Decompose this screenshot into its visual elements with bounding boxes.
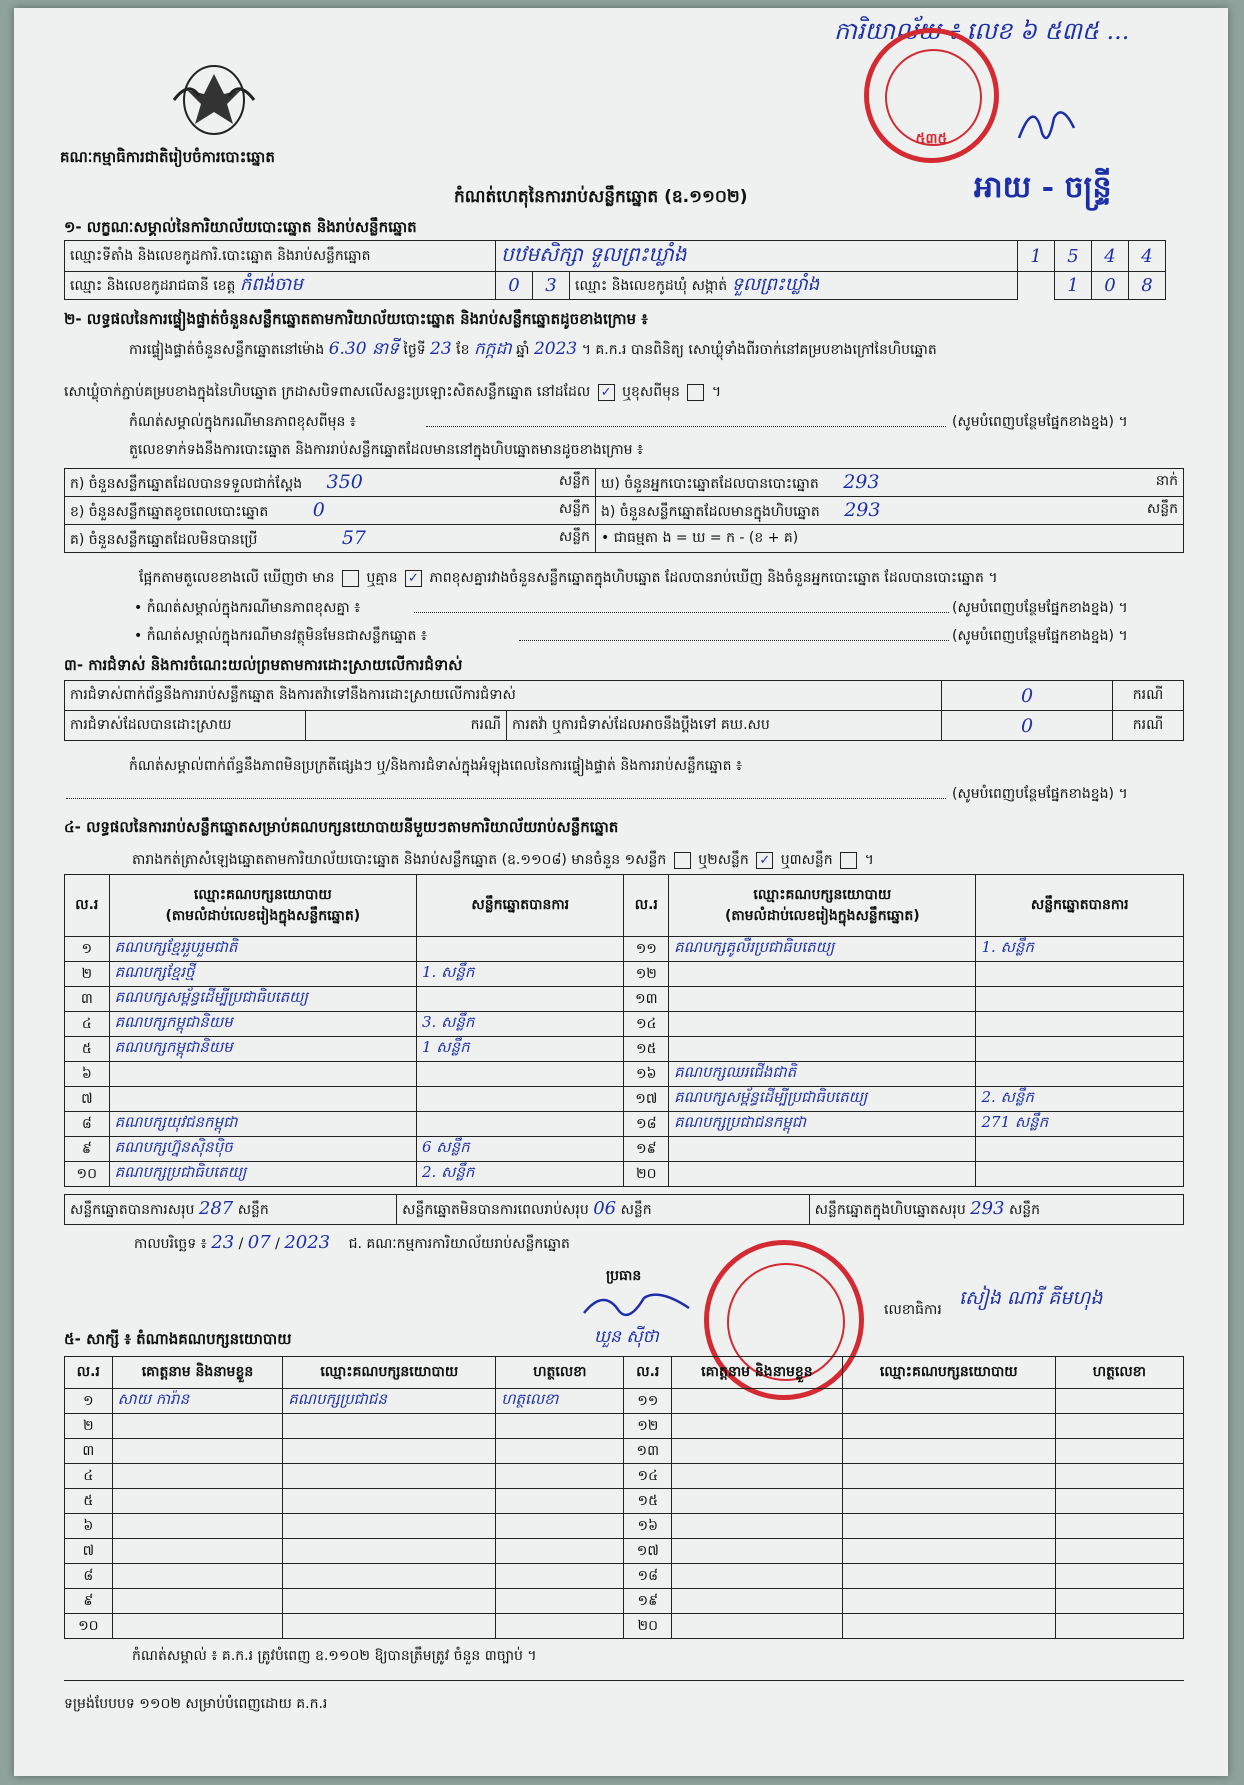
- witness-signature: [496, 1439, 624, 1464]
- witness-party: [283, 1589, 496, 1614]
- vote-row: [65, 962, 1184, 987]
- section2-para2: សោឃ្លុំចាក់ភ្ជាប់គម្របខាងក្នុងនៃហិបឆ្នោត ក្រដាសបិទពាសលើសន្លះប្រឡោះសិតសន្លឹកឆ្នោត នៅដដែល ✓ ឬខុសពីមុន ។: [64, 384, 722, 400]
- vote-count: 2. សន្លឹក: [976, 1087, 1184, 1112]
- vote-count: [976, 1037, 1184, 1062]
- witness-signature: [1055, 1439, 1183, 1464]
- witness-party: [842, 1439, 1055, 1464]
- province-value: កំពង់ចាម: [239, 274, 303, 295]
- vote-party: គណបក្សគូលឺរប្រជាធិបតេយ្យ: [669, 937, 976, 962]
- vote-no: ១: [65, 937, 110, 962]
- time-value: 6.30 នាទី: [328, 339, 399, 359]
- witness-party: [283, 1489, 496, 1514]
- witness-no: ៣: [65, 1439, 113, 1464]
- secretary-name: សៀង ណារី គីមហុង: [959, 1287, 1103, 1309]
- witness-name: [672, 1464, 843, 1489]
- vote-party: គណបក្សយុវជនកម្ពុជា: [109, 1112, 416, 1137]
- month-value: កក្កដា: [473, 339, 512, 359]
- vote-row: [65, 1012, 1184, 1037]
- witness-name: [672, 1589, 843, 1614]
- vote-row: [65, 1087, 1184, 1112]
- witness-party: [842, 1564, 1055, 1589]
- total-invalid: សន្លឹកឆ្នោតមិនបានការពេលរាប់សរុប 06 សន្លឹក: [397, 1195, 809, 1225]
- signature-top-icon: [1014, 98, 1084, 153]
- two-sheet-checkbox[interactable]: ✓: [756, 852, 773, 869]
- three-sheet-checkbox[interactable]: [840, 852, 857, 869]
- vote-count: 271 សន្លឹក: [976, 1112, 1184, 1137]
- vote-party: គណបក្សសម្ព័ន្ធដើម្បីប្រជាធិបតេយ្យ: [669, 1087, 976, 1112]
- location-code-2: 5: [1055, 241, 1092, 272]
- name-handwritten-note: អាយ - ចន្ទ្រី: [974, 170, 1112, 205]
- witness-name: [112, 1464, 283, 1489]
- witness-signature: [496, 1464, 624, 1489]
- vote-count: [976, 1012, 1184, 1037]
- vote-party: [669, 1137, 976, 1162]
- objection-row2-label: ការជំទាស់ដែលបានដោះស្រាយ: [65, 711, 306, 741]
- vote-count: [417, 937, 624, 962]
- witness-no: ២០: [624, 1614, 672, 1639]
- vote-no: ១៥: [624, 1037, 669, 1062]
- vote-no: ១៨: [624, 1112, 669, 1137]
- witness-row: [65, 1414, 1184, 1439]
- figure-d-value: 293: [843, 470, 880, 493]
- witness-row: [65, 1589, 1184, 1614]
- chair-name: ឃួន ស៊ីថា: [594, 1327, 659, 1347]
- witness-signature: [496, 1539, 624, 1564]
- note1-label: កំណត់សម្គាល់ក្នុងករណីមានភាពខុសពីមុន ៖: [129, 414, 356, 430]
- vote-no: ១៧: [624, 1087, 669, 1112]
- commune-value: ទួលព្រះឃ្លាំង: [731, 274, 820, 295]
- witness-name: [672, 1614, 843, 1639]
- witness-row: [65, 1464, 1184, 1489]
- witness-party: [842, 1464, 1055, 1489]
- witness-no: ៥: [65, 1489, 113, 1514]
- witness-name: [112, 1589, 283, 1614]
- vote-count: [417, 1087, 624, 1112]
- form-title: កំណត់ហេតុនៃការរាប់សន្លឹកឆ្នោត (ឧ.១១០២): [454, 187, 748, 207]
- witness-party: [842, 1389, 1055, 1414]
- witness-row: [65, 1614, 1184, 1639]
- witness-name: [672, 1564, 843, 1589]
- vote-row: [65, 1162, 1184, 1187]
- province-label: ឈ្មោះ និងលេខកូដរាជធានី ខេត្ត កំពង់ចាម: [65, 272, 496, 300]
- witness-name: សាយ ការ៉ាន: [112, 1389, 283, 1414]
- witness-signature: [1055, 1414, 1183, 1439]
- vote-count: [417, 1112, 624, 1137]
- witness-no: ២: [65, 1414, 113, 1439]
- total-valid-value: 287: [198, 1198, 234, 1219]
- witness-name: [672, 1489, 843, 1514]
- witness-row: [65, 1439, 1184, 1464]
- witness-no: ១៣: [624, 1439, 672, 1464]
- date-line: កាលបរិច្ឆេទ ៖ 23 / 07 / 2023 ជ. គណៈកម្មការការិយាល័យរាប់សន្លឹកឆ្នោត: [134, 1232, 570, 1253]
- fill-hint-2: (សូមបំពេញបន្ថែមផ្នែកខាងខ្នង) ។: [952, 600, 1128, 616]
- figure-a-value: 350: [326, 470, 363, 493]
- vote-party: [669, 1012, 976, 1037]
- vote-no: ១៩: [624, 1137, 669, 1162]
- objection-row1-value: 0: [942, 681, 1113, 711]
- witness-no: ១០: [65, 1614, 113, 1639]
- witness-signature: ហត្ថលេខា: [496, 1389, 624, 1414]
- figure-d: ឃ) ចំនួនអ្នកបោះឆ្នោតដែលបានបោះឆ្នោត 293 នាក់: [596, 469, 1184, 497]
- commune-cell: ឈ្មោះ និងលេខកូដឃុំ សង្កាត់ ទួលព្រះឃ្លាំង: [570, 272, 1018, 300]
- objection-row2-mid: ការតវ៉ា ឬការជំទាស់ដែលអាចនឹងប្តឹងទៅ គឃ.សប: [507, 711, 942, 741]
- witness-party: [283, 1614, 496, 1639]
- location-label: ឈ្មោះទីតាំង និងលេខកូដការិ.បោះឆ្នោត និងរាប់សន្លឹកឆ្នោត: [65, 241, 496, 272]
- location-code-4: 4: [1129, 241, 1166, 272]
- vote-party: [109, 1062, 416, 1087]
- witness-no: ១៤: [624, 1464, 672, 1489]
- vote-no: ៨: [65, 1112, 110, 1137]
- vote-party: គណបក្សកម្ពុជានិយម: [109, 1012, 416, 1037]
- vote-party: គណបក្សប្រជាធិបតេយ្យ: [109, 1162, 416, 1187]
- witness-name: [672, 1539, 843, 1564]
- vote-no: ១៦: [624, 1062, 669, 1087]
- witness-party: [283, 1414, 496, 1439]
- note2-label: • កំណត់សម្គាល់ក្នុងករណីមានភាពខុសគ្នា ៖: [134, 600, 361, 616]
- witness-name: [112, 1564, 283, 1589]
- same-checkbox[interactable]: ✓: [598, 384, 615, 401]
- witness-signature: [1055, 1564, 1183, 1589]
- witness-party: [842, 1614, 1055, 1639]
- vote-row: [65, 1062, 1184, 1087]
- province-code-1: 0: [496, 272, 533, 300]
- witness-no: ១៥: [624, 1489, 672, 1514]
- witness-signature: [496, 1589, 624, 1614]
- witness-signature: [1055, 1389, 1183, 1414]
- witness-name: [672, 1414, 843, 1439]
- vote-no: ៤: [65, 1012, 110, 1037]
- section5-title: ៥- សាក្សី ៖ តំណាងគណបក្សនយោបាយ: [64, 1330, 292, 1348]
- date-year: 2023: [284, 1232, 331, 1253]
- vote-no: ១១: [624, 937, 669, 962]
- section2-para1: ការផ្ទៀងផ្ទាត់ចំនួនសន្លឹកឆ្នោតនៅម៉ោង 6.30 នាទី ថ្ងៃទី 23 ខែ កក្កដា ឆ្នាំ 2023 ។ គ.ក.រ បានពិនិត្យ សោឃ្លុំទាំងពីរចាក់នៅគម្របខាងក្រៅនៃហិបឆ្នោត: [129, 339, 937, 359]
- witness-signature: [496, 1414, 624, 1439]
- section1-table: [64, 240, 1166, 300]
- witness-name: [672, 1439, 843, 1464]
- vote-no: ១៣: [624, 987, 669, 1012]
- vote-party: គណបក្សប្រជាជនកម្ពុជា: [669, 1112, 976, 1137]
- party-header-left: ឈ្មោះគណបក្សនយោបាយ (តាមលំដាប់លេខរៀងក្នុងសន្លឹកឆ្នោត): [109, 875, 416, 937]
- one-sheet-checkbox[interactable]: [674, 852, 691, 869]
- chair-label: ប្រធាន: [606, 1268, 642, 1284]
- vote-count: [976, 1062, 1184, 1087]
- vote-count: 1 សន្លឹក: [417, 1037, 624, 1062]
- witness-no: ១១: [624, 1389, 672, 1414]
- witness-row: [65, 1564, 1184, 1589]
- different-checkbox[interactable]: [687, 384, 704, 401]
- footer-rule: [64, 1680, 1184, 1681]
- figure-b: ខ) ចំនួនសន្លឹកឆ្នោតខូចពេលបោះឆ្នោត 0 សន្លឹក: [65, 497, 596, 525]
- witness-party: [842, 1414, 1055, 1439]
- commune-code-3: 8: [1129, 272, 1166, 300]
- witness-no: ៨: [65, 1564, 113, 1589]
- vote-party: គណបក្សហ្វ៊ុនស៊ិនប៉ិច: [109, 1137, 416, 1162]
- year-value: 2023: [533, 339, 578, 359]
- witness-no: ១៦: [624, 1514, 672, 1539]
- vote-count: 2. សន្លឹក: [417, 1162, 624, 1187]
- witness-no: ៩: [65, 1589, 113, 1614]
- vote-party: គណបក្សឈរជើងជាតិ: [669, 1062, 976, 1087]
- section4-title: ៤- លទ្ធផលនៃការរាប់សន្លឹកឆ្នោតសម្រាប់គណបក្សនយោបាយនីមួយៗតាមការិយាល័យរាប់សន្លឹកឆ្នោត: [64, 818, 619, 836]
- section1-title: ១- លក្ខណៈសម្គាល់នៃការិយាល័យបោះឆ្នោត និងរាប់សន្លឹកឆ្នោត: [64, 218, 417, 236]
- witness-name: [112, 1414, 283, 1439]
- day-value: 23: [430, 339, 452, 359]
- vote-party: [669, 962, 976, 987]
- top-handwritten-note: ការិយាល័យ ៖ លេខ ៦ ៥៣៥ ...: [834, 17, 1130, 45]
- witness-signature: [1055, 1589, 1183, 1614]
- vote-count: 6 សន្លឹក: [417, 1137, 624, 1162]
- witness-signature: [1055, 1514, 1183, 1539]
- figures-intro: តួលេខទាក់ទងនឹងការបោះឆ្នោត និងការរាប់សន្លឹកឆ្នោតដែលមាននៅក្នុងហិបឆ្នោតមានដូចខាងក្រោម ៖: [129, 442, 644, 458]
- formula: • ជាធម្មតា ង = ឃ = ក - (ខ + គ): [596, 525, 1184, 553]
- objection-table: ការជំទាស់ពាក់ព័ន្ធនឹងការរាប់សន្លឹកឆ្នោត និងការតវ៉ាទៅនឹងការដោះស្រាយលើការជំទាស់ 0 ករណី ការជំទាស់ដែលបានដោះស្រាយ ករណី ការតវ៉ា ឬការជំទាស់ដែលអាចនឹងប្តឹងទៅ គឃ.សប 0 ករណី: [64, 680, 1184, 741]
- vote-no: ២០: [624, 1162, 669, 1187]
- witness-no: ១២: [624, 1414, 672, 1439]
- province-code-2: 3: [533, 272, 570, 300]
- vote-row: [65, 987, 1184, 1012]
- vote-count: [976, 1137, 1184, 1162]
- figure-c: គ) ចំនួនសន្លឹកឆ្នោតដែលមិនបានប្រើ 57 សន្លឹក: [65, 525, 596, 553]
- figure-e-value: 293: [844, 498, 881, 521]
- vote-count: [976, 1162, 1184, 1187]
- vote-row: [65, 1137, 1184, 1162]
- secretary-label: លេខាធិការ: [884, 1302, 942, 1318]
- vote-no: ១២: [624, 962, 669, 987]
- figure-a: ក) ចំនួនសន្លឹកឆ្នោតដែលបានទទួលជាក់ស្តែង 350 សន្លឹក: [65, 469, 596, 497]
- witness-name: [112, 1614, 283, 1639]
- witness-party: [842, 1514, 1055, 1539]
- witness-party: [283, 1539, 496, 1564]
- witness-name: [672, 1514, 843, 1539]
- vote-party: គណបក្សសម្ព័ន្ធដើម្បីប្រជាធិបតេយ្យ: [109, 987, 416, 1012]
- vote-row: [65, 937, 1184, 962]
- witness-name: [112, 1489, 283, 1514]
- witness-row: [65, 1514, 1184, 1539]
- location-value: បឋមសិក្សា ទួលព្រះឃ្លាំង: [496, 241, 1018, 272]
- vote-count: [417, 987, 624, 1012]
- location-code-3: 4: [1092, 241, 1129, 272]
- witness-signature: [496, 1514, 624, 1539]
- witness-no: ១៨: [624, 1564, 672, 1589]
- vote-count: 1. សន្លឹក: [976, 937, 1184, 962]
- figure-b-value: 0: [312, 498, 325, 521]
- witness-signature: [1055, 1464, 1183, 1489]
- figures-table: [64, 468, 1184, 553]
- totals-table: [64, 1194, 1184, 1225]
- official-stamp-top: ៥៣៥: [864, 28, 999, 163]
- vote-party: [669, 987, 976, 1012]
- vote-no: ១៤: [624, 1012, 669, 1037]
- form-sheet: [14, 8, 1228, 1776]
- committee-name: គណៈកម្មាធិការជាតិរៀបចំការបោះឆ្នោត: [60, 148, 275, 166]
- section3-note: កំណត់សម្គាល់ពាក់ព័ន្ធនឹងភាពមិនប្រក្រតីផ្សេងៗ ឬ/និងការជំទាស់ក្នុងអំឡុងពេលនៃការផ្ទៀងផ្ទាត់ និងការរាប់សន្លឹកឆ្នោត ៖: [129, 758, 743, 774]
- witness-signature: [496, 1564, 624, 1589]
- witness-signature: [1055, 1539, 1183, 1564]
- section3-title: ៣- ការជំទាស់ និងការចំណេះយល់ព្រមតាមការដោះស្រាយលើការជំទាស់: [64, 656, 463, 674]
- location-code-1: 1: [1018, 241, 1055, 272]
- witness-party: [283, 1439, 496, 1464]
- difference-check: ផ្អែកតាមតួលេខខាងលើ ឃើញថា មាន ឬគ្មាន ✓ ភាពខុសគ្នារវាងចំនួនសន្លឹកឆ្នោតក្នុងហិបឆ្នោត ដែលបានរាប់ឃើញ និងចំនួនអ្នកបោះឆ្នោត ដែលបានបោះឆ្នោត ។: [139, 570, 998, 586]
- note3-label: • កំណត់សម្គាល់ក្នុងករណីមានវត្ថុមិនមែនជាសន្លឹកឆ្នោត ៖: [134, 628, 427, 644]
- no-difference-checkbox[interactable]: ✓: [405, 570, 422, 587]
- figure-c-value: 57: [341, 526, 367, 549]
- witness-name: [112, 1439, 283, 1464]
- witness-party: [283, 1464, 496, 1489]
- fill-hint-4: (សូមបំពេញបន្ថែមផ្នែកខាងខ្នង) ។: [952, 786, 1128, 802]
- witness-row: [65, 1389, 1184, 1414]
- witness-party: [842, 1489, 1055, 1514]
- vote-count: [976, 962, 1184, 987]
- witness-signature: [496, 1614, 624, 1639]
- total-invalid-value: 06: [593, 1198, 617, 1219]
- vote-no: ៥: [65, 1037, 110, 1062]
- witness-no: ១៩: [624, 1589, 672, 1614]
- total-box: សន្លឹកឆ្នោតក្នុងហិបឆ្នោតសរុប 293 សន្លឹក: [809, 1195, 1183, 1225]
- vote-no: ៩: [65, 1137, 110, 1162]
- witness-no: ៧: [65, 1539, 113, 1564]
- commune-code-2: 0: [1092, 272, 1129, 300]
- fill-hint-1: (សូមបំពេញបន្ថែមផ្នែកខាងខ្នង) ។: [952, 414, 1128, 430]
- chair-signature-icon: [579, 1283, 699, 1328]
- witness-signature: [1055, 1614, 1183, 1639]
- witness-party: [842, 1539, 1055, 1564]
- vote-row: [65, 1112, 1184, 1137]
- witness-signature: [1055, 1489, 1183, 1514]
- witness-signature: [496, 1489, 624, 1514]
- witness-name: [112, 1514, 283, 1539]
- has-difference-checkbox[interactable]: [342, 570, 359, 587]
- vote-row: [65, 1037, 1184, 1062]
- objection-row1-label: ការជំទាស់ពាក់ព័ន្ធនឹងការរាប់សន្លឹកឆ្នោត និងការតវ៉ាទៅនឹងការដោះស្រាយលើការជំទាស់: [65, 681, 942, 711]
- note2-dotted-line: [414, 612, 949, 613]
- commune-code-1: 1: [1055, 272, 1092, 300]
- form-footer: ទម្រង់បែបបទ ១១០២ សម្រាប់បំពេញដោយ គ.ក.រ: [64, 1696, 328, 1712]
- witness-row: [65, 1489, 1184, 1514]
- witness-no: ១: [65, 1389, 113, 1414]
- vote-no: ២: [65, 962, 110, 987]
- witness-party: [842, 1589, 1055, 1614]
- vote-party: [669, 1037, 976, 1062]
- note1-dotted-line: [426, 426, 946, 427]
- party-header-right: ឈ្មោះគណបក្សនយោបាយ (តាមលំដាប់លេខរៀងក្នុងសន្លឹកឆ្នោត): [669, 875, 976, 937]
- vote-count: 1. សន្លឹក: [417, 962, 624, 987]
- vote-no: ១០: [65, 1162, 110, 1187]
- vote-no: ៧: [65, 1087, 110, 1112]
- votes-table: ល.រ ឈ្មោះគណបក្សនយោបាយ (តាមលំដាប់លេខរៀងក្នុងសន្លឹកឆ្នោត) សន្លឹកឆ្នោតបានការ ល.រ ឈ្មោះគណបក្សនយោបាយ (តាមលំដាប់លេខរៀងក្នុងសន្លឹកឆ្នោត) សន្លឹកឆ្នោតបានការ ១ គណបក្សខ្មែររួបរួមជាតិ ១១ គណបក្សគូលឺរប្រជាធិបតេយ្យ 1. សន្លឹក ២ គណបក្សខ្មែរថ្មី 1. សន្លឹក ១២ ៣ គណបក្សសម្ព័ន្ធដើម្បីប្រជាធិបតេយ្យ ១៣ ៤ គណបក្សកម្ពុជានិយម 3. សន្លឹក ១៤ ៥ គណបក្សកម្ពុជានិយម 1 សន្លឹក ១៥ ៦ ១៦ គណបក្សឈរជើងជាតិ ៧ ១៧ គណបក្សសម្ព័ន្ធដើម្បីប្រជាធិបតេយ្យ 2. សន្លឹក ៨ គណបក្សយុវជនកម្ពុជា ១៨ គណបក្សប្រជាជនកម្ពុជា 271 សន្លឹក ៩ គណបក្សហ្វ៊ុនស៊ិនប៉ិច 6 សន្លឹក ១៩ ១០ គណបក្សប្រជាធិបតេយ្យ 2. សន្លឹក ២០: [64, 874, 1184, 1187]
- vote-party: គណបក្សខ្មែរថ្មី: [109, 962, 416, 987]
- date-month: 07: [247, 1232, 271, 1253]
- witness-party: [283, 1564, 496, 1589]
- witness-name: [112, 1539, 283, 1564]
- vote-count: [417, 1062, 624, 1087]
- vote-no: ៦: [65, 1062, 110, 1087]
- date-day: 23: [211, 1232, 235, 1253]
- vote-party: គណបក្សកម្ពុជានិយម: [109, 1037, 416, 1062]
- witness-no: ៤: [65, 1464, 113, 1489]
- figure-e: ង) ចំនួនសន្លឹកឆ្នោតដែលមានក្នុងហិបឆ្នោត 293 សន្លឹក: [596, 497, 1184, 525]
- witness-party: គណបក្សប្រជាជន: [283, 1389, 496, 1414]
- witness-row: [65, 1539, 1184, 1564]
- total-box-value: 293: [970, 1198, 1005, 1219]
- vote-count: 3. សន្លឹក: [417, 1012, 624, 1037]
- nec-logo-icon: [169, 60, 259, 140]
- witness-table: ល.រ គោត្តនាម និងនាមខ្លួន ឈ្មោះគណបក្សនយោបាយ ហត្ថលេខា ល.រ គោត្តនាម និងនាមខ្លួន ឈ្មោះគណបក្សនយោបាយ ហត្ថលេខា ១ សាយ ការ៉ាន គណបក្សប្រជាជន ហត្ថលេខា ១១ ២ ១២ ៣ ១៣ ៤ ១៤ ៥ ១៥ ៦ ១៦ ៧ ១៧ ៨ ១៨ ៩ ១៩ ១០ ២០: [64, 1356, 1184, 1639]
- fill-hint-3: (សូមបំពេញបន្ថែមផ្នែកខាងខ្នង) ។: [952, 628, 1128, 644]
- section4-intro: តារាងកត់ត្រាសំឡេងឆ្នោតតាមការិយាល័យបោះឆ្នោត និងរាប់សន្លឹកឆ្នោត (ឧ.១១០៨) មានចំនួន ១សន្លឹក ឬ២សន្លឹក ✓ ឬ៣សន្លឹក ។: [132, 852, 874, 868]
- witness-party: [283, 1514, 496, 1539]
- vote-party: គណបក្សខ្មែររួបរួមជាតិ: [109, 937, 416, 962]
- vote-party: [669, 1162, 976, 1187]
- section3-dotted-line: [66, 798, 946, 799]
- vote-count: [976, 987, 1184, 1012]
- witness-no: ១៧: [624, 1539, 672, 1564]
- note3-dotted-line: [519, 640, 949, 641]
- section2-title: ២- លទ្ធផលនៃការផ្ទៀងផ្ទាត់ចំនួនសន្លឹកឆ្នោតតាមការិយាល័យបោះឆ្នោត និងរាប់សន្លឹកឆ្នោតដូចខាងក្រោម ៖: [64, 310, 648, 328]
- footnote: កំណត់សម្គាល់ ៖ គ.ក.រ ត្រូវបំពេញ ឧ.១១០២ ឱ្យបានត្រឹមត្រូវ ចំនួន ៣ច្បាប់ ។: [132, 1648, 537, 1664]
- witness-no: ៦: [65, 1514, 113, 1539]
- objection-row2-value: 0: [942, 711, 1113, 741]
- witness-name: [672, 1389, 843, 1414]
- vote-no: ៣: [65, 987, 110, 1012]
- total-valid: សន្លឹកឆ្នោតបានការសរុប 287 សន្លឹក: [65, 1195, 397, 1225]
- vote-party: [109, 1087, 416, 1112]
